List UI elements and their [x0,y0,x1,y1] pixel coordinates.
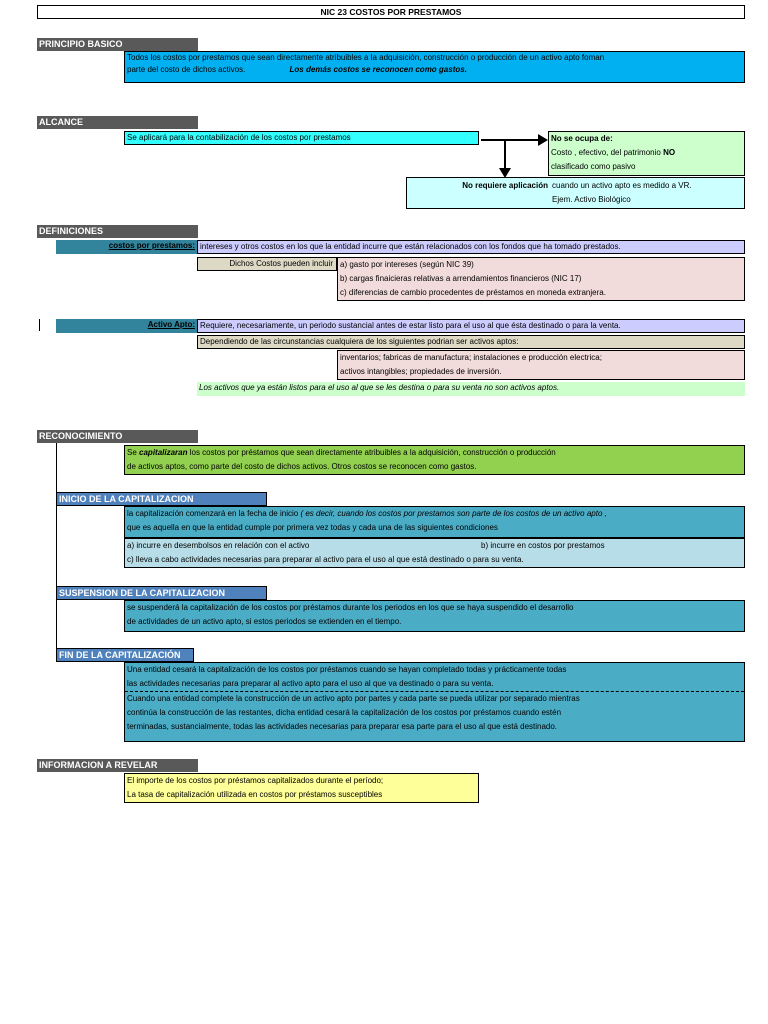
dependiendo-text: Dependiendo de las circunstancias cualquiera de los siguientes podrian ser activos aptos: [197,335,745,349]
cond-b: b) incurre en costos por prestamos [481,541,605,550]
no-requiere-line1: cuando un activo apto es medido a VR. [552,181,692,190]
no-ocupa-no: NO [663,148,676,157]
inicio-line1: la capitalización comenzará en la fecha de inicio ( es decir, cuando los costos por prestamos son parte de los costos de un activo apto , [127,509,607,518]
no-ocupa-title: No se ocupa de: [551,134,613,143]
revelar-line2: La tasa de capitalización utilizada en costos por préstamos susceptibles [127,790,383,799]
activo-text: Requiere, necesariamente, un periodo sustancial antes de estar listo para el uso al que ésta destinado o para la venta. [197,319,745,333]
no-ocupa-line1-row [549,146,744,160]
capitalizaran-word: capitalizaran [139,448,188,457]
principio-header: PRINCIPIO BASICO [37,38,198,51]
inicio-conditions [124,538,745,568]
dichos-item-b: b) cargas finaicieras relativas a arrendamientos financieros (NIC 17) [340,274,582,283]
costos-label: costos por prestamos: [56,240,197,254]
suspension-line1: se suspenderá la capitalización de los costos por préstamos durante los periodos en los que se haya suspendido el desarrollo [127,603,574,612]
aptos-line1: inventarios; fabricas de manufactura; instalaciones e producción electrica; [340,353,602,362]
revelar-line1: El importe de los costos por préstamos capitalizados durante el período; [127,776,384,785]
principio-box [124,51,745,83]
fin-p1-line1: Una entidad cesará la capitalización de los costos por préstamos cuando se hayan completado todas y prácticamente todas [127,665,567,674]
suspension-header: SUSPENSION DE LA CAPITALIZACION [56,586,267,600]
dichos-items [337,257,745,301]
fin-p2-line2: continúa la construcción de las restantes, dicha entidad cesará la capitalización de los costos por préstamos cuando estén [127,708,562,717]
revelar-box [124,773,479,803]
reconocimiento-line2: de activos aptos, como parte del costo de dichos activos. Otros costos se reconocen como gastos. [127,462,477,471]
suspension-line2: de actividades de un activo apto, si estos periodos se extienden en el tiempo. [127,617,402,626]
fin-p2-line3: terminadas, sustancialmente, todas las actividades necesarias para preparar esa parte para el uso al que está destinado. [127,722,558,731]
no-requiere-box [406,177,745,209]
principio-line1: Todos los costos por prestamos que sean directamente atribuibles a la adquisición, construcción o producción de un activo apto foman [127,53,605,62]
activo-label: Activo Apto: [56,319,197,333]
dichos-item-a: a) gasto por intereses (según NIC 39) [340,260,474,269]
no-aptos-text: Los activos que ya están listos para el uso al que se les destina o para su venta no son activos aptos. [197,382,745,396]
cond-a: a) incurre en desembolsos en relación con el activo [127,541,310,550]
definiciones-header: DEFINICIONES [37,225,198,238]
aptos-box [337,350,745,380]
inicio-line2: que es aquella en que la entidad cumple por primera vez todas y cada una de las siguientes condiciones [127,523,498,532]
fin-p1-line2: las actividades necesarias para preparar al activo apto para el uso al que va destinado o para su venta. [125,677,744,692]
dichos-item-c: c) diferencias de cambio procedentes de préstamos en moneda extranjera. [340,288,606,297]
no-requiere-label: No requiere aplicación [462,181,548,190]
inicio-box [124,506,745,538]
fin-box [124,662,745,742]
no-ocupa-box [548,131,745,176]
reconocimiento-box [124,445,745,475]
arrow-right-icon [538,134,548,146]
principio-line2-row [125,64,744,76]
cond-c: c) lleva a cabo actividades necesarias para preparar al activo para el uso al que está destinado o para su venta. [127,555,524,564]
principio-line2: parte del costo de dichos activos. [127,65,246,74]
alcance-header: ALCANCE [37,116,198,129]
no-ocupa-line1: Costo , efectivo, del patrimonio [551,148,661,157]
page-title: NIC 23 COSTOS POR PRESTAMOS [37,5,745,19]
suspension-box [124,600,745,632]
principio-emphasis: Los demás costos se reconocen como gastos. [289,65,467,74]
no-ocupa-line2: clasificado como pasivo [551,162,636,171]
fin-p2-line1: Cuando una entidad complete la construcción de un activo apto por partes y cada parte se pueda utilizar por separado mientras [127,694,580,703]
revelar-header: INFORMACION A REVELAR [37,759,198,772]
reconocimiento-line1: Se capitalizaran los costos por préstamos que sean directamente atribuibles a la adquisición, construcción o producción [127,448,556,457]
dichos-label: Dichos Costos pueden incluir [197,257,337,271]
fin-header: FIN DE LA CAPITALIZACIÓN [56,648,194,662]
alcance-text: Se aplicará para la contabilización de los costos por prestamos [124,131,479,145]
inicio-header: INICIO DE LA CAPITALIZACION [56,492,267,506]
aptos-line2: activos intangibles; propiedades de inversión. [340,367,502,376]
reconocimiento-header: RECONOCIMIENTO [37,430,198,443]
costos-text: intereses y otros costos en los que la entidad incurre que están relacionados con los fondos que ha tomado prestados. [197,240,745,254]
no-requiere-line2: Ejem. Activo Biológico [552,195,631,204]
